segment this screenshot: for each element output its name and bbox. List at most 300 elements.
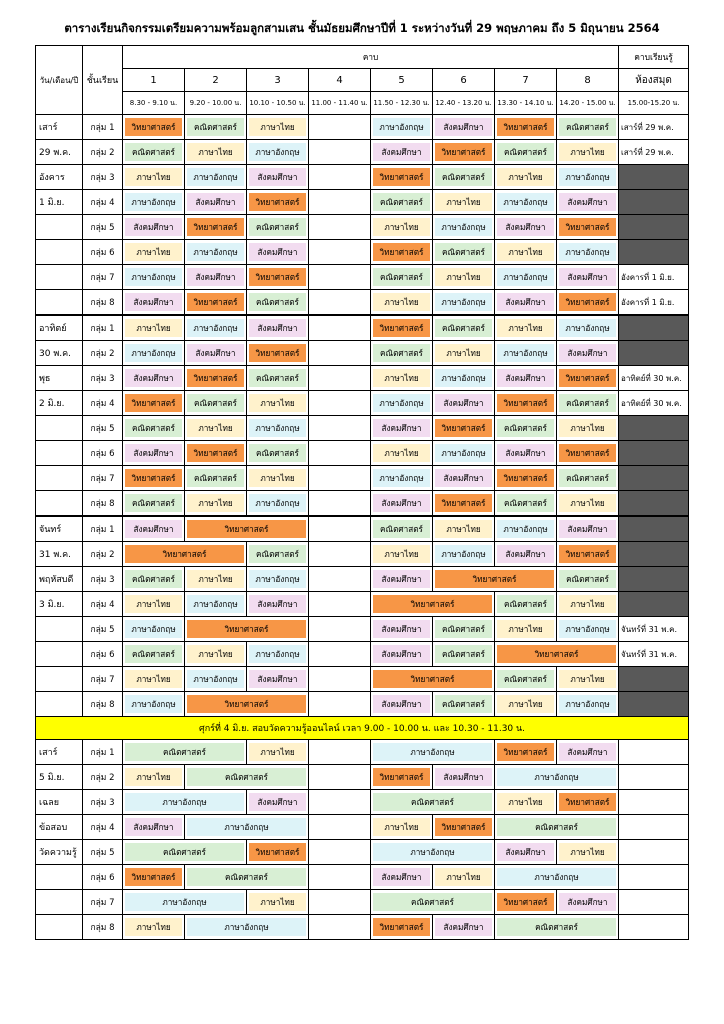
subject-label: วิทยาศาสตร์: [435, 494, 492, 512]
day-cell: [36, 491, 83, 517]
group-label: กลุ่ม 7: [83, 466, 123, 491]
subject-cell: [123, 466, 185, 491]
subject-cell: [247, 190, 309, 215]
subject-cell: [371, 617, 433, 642]
subject-label: ภาษาอังกฤษ: [373, 394, 430, 412]
subject-cell: [185, 765, 309, 790]
subject-cell: [433, 240, 495, 265]
library-slot-unavailable: [619, 592, 689, 617]
subject-label: ภาษาอังกฤษ: [125, 893, 244, 911]
subject-label: คณิตศาสตร์: [373, 344, 430, 362]
subject-label: วิทยาศาสตร์: [187, 695, 306, 713]
subject-cell: [495, 466, 557, 491]
subject-label: คณิตศาสตร์: [249, 218, 306, 236]
subject-label: ภาษาไทย: [187, 143, 244, 161]
day-label: 3 มิ.ย.: [36, 592, 83, 617]
subject-label: วิทยาศาสตร์: [435, 570, 554, 588]
group-label: กลุ่ม 6: [83, 865, 123, 890]
empty-slot: [309, 466, 371, 491]
subject-label: คณิตศาสตร์: [187, 868, 306, 886]
subject-label: คณิตศาสตร์: [497, 419, 554, 437]
subject-label: สังคมศึกษา: [125, 818, 182, 836]
subject-label: ภาษาอังกฤษ: [249, 143, 306, 161]
subject-cell: [247, 341, 309, 366]
table-row: [36, 592, 689, 617]
library-slot-empty: [619, 865, 689, 890]
subject-cell: [247, 290, 309, 316]
subject-label: ภาษาอังกฤษ: [125, 620, 182, 638]
subject-cell: [123, 890, 247, 915]
library-slot-unavailable: [619, 416, 689, 441]
subject-cell: [371, 790, 495, 815]
subject-label: คณิตศาสตร์: [125, 743, 244, 761]
subject-label: วิทยาศาสตร์: [497, 893, 554, 911]
subject-label: คณิตศาสตร์: [187, 768, 306, 786]
subject-cell: [371, 416, 433, 441]
subject-label: วิทยาศาสตร์: [559, 444, 616, 462]
subject-cell: [433, 765, 495, 790]
subject-label: ภาษาอังกฤษ: [249, 419, 306, 437]
subject-cell: [123, 567, 185, 592]
group-label: กลุ่ม 2: [83, 341, 123, 366]
subject-label: คณิตศาสตร์: [125, 143, 182, 161]
subject-cell: [433, 815, 495, 840]
subject-cell: [495, 592, 557, 617]
subject-label: ภาษาอังกฤษ: [125, 193, 182, 211]
subject-label: คณิตศาสตร์: [125, 494, 182, 512]
subject-cell: [371, 491, 433, 517]
group-label: กลุ่ม 1: [83, 516, 123, 542]
friday-notice-row: [36, 717, 689, 740]
period-time-3: 10.10 - 10.50 น.: [247, 92, 309, 115]
group-label: กลุ่ม 5: [83, 617, 123, 642]
subject-cell: [185, 466, 247, 491]
library-slot: เสาร์ที่ 29 พ.ค.: [619, 115, 689, 140]
day-label: วัดความรู้: [36, 840, 83, 865]
subject-label: ภาษาไทย: [187, 645, 244, 663]
day-label: พุธ: [36, 366, 83, 391]
subject-cell: [185, 290, 247, 316]
subject-cell: [557, 215, 619, 240]
day-label: 31 พ.ค.: [36, 542, 83, 567]
subject-label: วิทยาศาสตร์: [187, 520, 306, 538]
period-number-1: 1: [123, 69, 185, 92]
library-slot-unavailable: [619, 341, 689, 366]
table-row: [36, 915, 689, 940]
table-row: [36, 391, 689, 416]
subject-label: วิทยาศาสตร์: [125, 545, 244, 563]
subject-label: ภาษาไทย: [373, 293, 430, 311]
subject-cell: [247, 441, 309, 466]
group-label: กลุ่ม 8: [83, 692, 123, 717]
subject-cell: [371, 265, 433, 290]
subject-label: ภาษาไทย: [497, 243, 554, 261]
subject-label: วิทยาศาสตร์: [435, 143, 492, 161]
day-label: จันทร์: [36, 516, 83, 542]
subject-cell: [557, 240, 619, 265]
subject-cell: [247, 265, 309, 290]
subject-cell: [185, 491, 247, 517]
subject-cell: [495, 165, 557, 190]
subject-cell: [557, 290, 619, 316]
library-slot-unavailable: [619, 315, 689, 341]
library-slot-unavailable: [619, 542, 689, 567]
subject-label: คณิตศาสตร์: [435, 645, 492, 663]
day-label: เสาร์: [36, 740, 83, 765]
subject-cell: [557, 315, 619, 341]
subject-label: ภาษาอังกฤษ: [559, 319, 616, 337]
subject-cell: [557, 790, 619, 815]
subject-label: คณิตศาสตร์: [559, 118, 616, 136]
subject-cell: [495, 240, 557, 265]
subject-label: ภาษาไทย: [435, 344, 492, 362]
subject-label: ภาษาอังกฤษ: [559, 168, 616, 186]
subject-label: วิทยาศาสตร์: [125, 868, 182, 886]
day-label: 2 มิ.ย.: [36, 391, 83, 416]
subject-cell: [247, 667, 309, 692]
subject-cell: [495, 115, 557, 140]
subject-label: คณิตศาสตร์: [373, 268, 430, 286]
subject-label: คณิตศาสตร์: [373, 520, 430, 538]
subject-cell: [433, 315, 495, 341]
group-label: กลุ่ม 7: [83, 667, 123, 692]
subject-label: สังคมศึกษา: [497, 444, 554, 462]
subject-cell: [495, 790, 557, 815]
subject-cell: [557, 265, 619, 290]
subject-label: สังคมศึกษา: [373, 695, 430, 713]
group-label: กลุ่ม 1: [83, 115, 123, 140]
empty-slot: [309, 491, 371, 517]
subject-cell: [495, 692, 557, 717]
period-time-4: 11.00 - 11.40 น.: [309, 92, 371, 115]
day-label: ข้อสอบ: [36, 815, 83, 840]
subject-label: ภาษาอังกฤษ: [187, 818, 306, 836]
period-number-2: 2: [185, 69, 247, 92]
subject-label: คณิตศาสตร์: [497, 918, 616, 936]
library-header-line2: ห้องสมุด: [619, 69, 689, 92]
empty-slot: [309, 190, 371, 215]
subject-cell: [557, 366, 619, 391]
subject-label: ภาษาไทย: [435, 868, 492, 886]
subject-label: ภาษาไทย: [125, 768, 182, 786]
day-cell: [36, 416, 83, 441]
period-time-6: 12.40 - 13.20 น.: [433, 92, 495, 115]
subject-cell: [247, 567, 309, 592]
empty-slot: [309, 790, 371, 815]
subject-cell: [557, 391, 619, 416]
subject-label: สังคมศึกษา: [373, 645, 430, 663]
subject-label: วิทยาศาสตร์: [373, 243, 430, 261]
table-row: [36, 491, 689, 517]
subject-cell: [247, 542, 309, 567]
subject-cell: [123, 642, 185, 667]
subject-label: คณิตศาสตร์: [187, 469, 244, 487]
group-label: กลุ่ม 6: [83, 240, 123, 265]
subject-label: วิทยาศาสตร์: [497, 743, 554, 761]
subject-label: ภาษาอังกฤษ: [187, 670, 244, 688]
table-row: [36, 441, 689, 466]
subject-label: ภาษาไทย: [249, 394, 306, 412]
library-slot-unavailable: [619, 441, 689, 466]
day-label: อังคาร: [36, 165, 83, 190]
subject-label: สังคมศึกษา: [435, 394, 492, 412]
group-label: กลุ่ม 2: [83, 542, 123, 567]
group-label: กลุ่ม 3: [83, 790, 123, 815]
subject-cell: [185, 441, 247, 466]
subject-label: คณิตศาสตร์: [497, 670, 554, 688]
group-label: กลุ่ม 1: [83, 315, 123, 341]
empty-slot: [309, 642, 371, 667]
subject-cell: [247, 165, 309, 190]
subject-cell: [557, 840, 619, 865]
subject-cell: [495, 617, 557, 642]
subject-cell: [247, 215, 309, 240]
table-row: [36, 740, 689, 765]
date-column-header: วัน/เดือน/ปี: [36, 46, 83, 115]
subject-cell: [433, 865, 495, 890]
subject-cell: [247, 592, 309, 617]
subject-cell: [495, 765, 619, 790]
library-slot-empty: [619, 840, 689, 865]
subject-cell: [433, 617, 495, 642]
subject-label: สังคมศึกษา: [249, 793, 306, 811]
subject-label: ภาษาอังกฤษ: [125, 793, 244, 811]
subject-label: สังคมศึกษา: [435, 768, 492, 786]
empty-slot: [309, 740, 371, 765]
subject-label: คณิตศาสตร์: [497, 818, 616, 836]
empty-slot: [309, 915, 371, 940]
friday-notice: ศุกร์ที่ 4 มิ.ย. สอบวัดความรู้ออนไลน์ เวลา 9.00 - 10.00 น. และ 10.30 - 11.30 น.: [36, 717, 689, 740]
subject-label: วิทยาศาสตร์: [497, 645, 616, 663]
subject-label: สังคมศึกษา: [249, 670, 306, 688]
empty-slot: [309, 115, 371, 140]
library-slot: อาทิตย์ที่ 30 พ.ค.: [619, 366, 689, 391]
subject-cell: [123, 516, 185, 542]
subject-label: ภาษาอังกฤษ: [497, 868, 616, 886]
subject-cell: [371, 516, 433, 542]
subject-label: สังคมศึกษา: [435, 918, 492, 936]
group-label: กลุ่ม 4: [83, 815, 123, 840]
subject-cell: [433, 215, 495, 240]
subject-cell: [371, 366, 433, 391]
subject-label: สังคมศึกษา: [373, 570, 430, 588]
subject-label: สังคมศึกษา: [249, 243, 306, 261]
subject-cell: [371, 692, 433, 717]
subject-label: ภาษาไทย: [187, 570, 244, 588]
period-header: คาบ: [123, 46, 619, 69]
subject-cell: [557, 617, 619, 642]
subject-label: ภาษาอังกฤษ: [497, 344, 554, 362]
subject-label: วิทยาศาสตร์: [373, 319, 430, 337]
subject-cell: [371, 642, 433, 667]
subject-label: ภาษาไทย: [497, 793, 554, 811]
subject-cell: [557, 491, 619, 517]
subject-cell: [371, 140, 433, 165]
day-label: 29 พ.ค.: [36, 140, 83, 165]
period-number-4: 4: [309, 69, 371, 92]
group-column-header: ชั้นเรียน: [83, 46, 123, 115]
subject-cell: [247, 840, 309, 865]
table-row: [36, 840, 689, 865]
subject-label: วิทยาศาสตร์: [435, 419, 492, 437]
library-slot: อาทิตย์ที่ 30 พ.ค.: [619, 391, 689, 416]
subject-label: สังคมศึกษา: [559, 743, 616, 761]
table-row: [36, 265, 689, 290]
subject-cell: [371, 840, 495, 865]
subject-cell: [495, 667, 557, 692]
subject-cell: [123, 692, 185, 717]
empty-slot: [309, 840, 371, 865]
day-label: อาทิตย์: [36, 315, 83, 341]
library-slot-unavailable: [619, 190, 689, 215]
empty-slot: [309, 140, 371, 165]
subject-label: ภาษาไทย: [559, 843, 616, 861]
empty-slot: [309, 315, 371, 341]
subject-label: ภาษาอังกฤษ: [435, 444, 492, 462]
empty-slot: [309, 165, 371, 190]
subject-cell: [123, 341, 185, 366]
library-slot-unavailable: [619, 667, 689, 692]
subject-cell: [247, 642, 309, 667]
day-cell: [36, 290, 83, 316]
group-label: กลุ่ม 2: [83, 765, 123, 790]
subject-cell: [123, 115, 185, 140]
subject-label: ภาษาอังกฤษ: [497, 268, 554, 286]
group-label: กลุ่ม 8: [83, 290, 123, 316]
subject-cell: [247, 790, 309, 815]
subject-label: สังคมศึกษา: [373, 143, 430, 161]
subject-cell: [123, 416, 185, 441]
subject-label: สังคมศึกษา: [559, 893, 616, 911]
table-row: [36, 692, 689, 717]
subject-label: คณิตศาสตร์: [125, 843, 244, 861]
subject-cell: [123, 915, 185, 940]
subject-label: ภาษาอังกฤษ: [187, 595, 244, 613]
subject-cell: [185, 391, 247, 416]
library-slot-unavailable: [619, 491, 689, 517]
day-label: เสาร์: [36, 115, 83, 140]
empty-slot: [309, 692, 371, 717]
subject-cell: [433, 491, 495, 517]
subject-cell: [185, 140, 247, 165]
table-row: [36, 542, 689, 567]
empty-slot: [309, 391, 371, 416]
subject-label: สังคมศึกษา: [125, 293, 182, 311]
subject-cell: [185, 265, 247, 290]
subject-cell: [371, 240, 433, 265]
subject-label: ภาษาไทย: [125, 670, 182, 688]
subject-label: ภาษาอังกฤษ: [559, 620, 616, 638]
subject-label: วิทยาศาสตร์: [559, 793, 616, 811]
table-row: [36, 115, 689, 140]
subject-label: วิทยาศาสตร์: [497, 118, 554, 136]
day-cell: [36, 667, 83, 692]
group-label: กลุ่ม 6: [83, 441, 123, 466]
subject-cell: [185, 190, 247, 215]
subject-cell: [185, 617, 309, 642]
group-label: กลุ่ม 7: [83, 890, 123, 915]
subject-cell: [371, 765, 433, 790]
subject-cell: [495, 366, 557, 391]
subject-label: ภาษาไทย: [125, 595, 182, 613]
subject-label: คณิตศาสตร์: [435, 695, 492, 713]
subject-label: สังคมศึกษา: [373, 419, 430, 437]
subject-label: ภาษาอังกฤษ: [373, 743, 492, 761]
empty-slot: [309, 215, 371, 240]
subject-cell: [371, 315, 433, 341]
library-slot-empty: [619, 890, 689, 915]
subject-label: ภาษาอังกฤษ: [559, 243, 616, 261]
subject-cell: [123, 667, 185, 692]
subject-cell: [433, 642, 495, 667]
table-row: [36, 815, 689, 840]
period-number-5: 5: [371, 69, 433, 92]
subject-cell: [371, 341, 433, 366]
subject-label: ภาษาไทย: [559, 595, 616, 613]
table-row: [36, 466, 689, 491]
subject-label: สังคมศึกษา: [373, 620, 430, 638]
subject-label: วิทยาศาสตร์: [497, 394, 554, 412]
subject-cell: [371, 667, 495, 692]
library-slot-empty: [619, 740, 689, 765]
subject-label: วิทยาศาสตร์: [125, 394, 182, 412]
subject-cell: [247, 740, 309, 765]
subject-label: วิทยาศาสตร์: [187, 444, 244, 462]
subject-cell: [433, 692, 495, 717]
group-label: กลุ่ม 5: [83, 215, 123, 240]
library-slot-unavailable: [619, 240, 689, 265]
subject-label: วิทยาศาสตร์: [559, 293, 616, 311]
library-slot-empty: [619, 915, 689, 940]
day-label: 30 พ.ค.: [36, 341, 83, 366]
subject-label: วิทยาศาสตร์: [187, 293, 244, 311]
subject-label: คณิตศาสตร์: [373, 793, 492, 811]
group-label: กลุ่ม 4: [83, 190, 123, 215]
library-slot-empty: [619, 815, 689, 840]
table-row: [36, 667, 689, 692]
subject-label: ภาษาอังกฤษ: [187, 319, 244, 337]
subject-label: วิทยาศาสตร์: [497, 469, 554, 487]
table-row: [36, 642, 689, 667]
subject-label: วิทยาศาสตร์: [187, 369, 244, 387]
empty-slot: [309, 441, 371, 466]
table-row: [36, 567, 689, 592]
library-slot-unavailable: [619, 516, 689, 542]
subject-cell: [371, 915, 433, 940]
group-label: กลุ่ม 4: [83, 592, 123, 617]
subject-label: ภาษาไทย: [249, 743, 306, 761]
day-cell: [36, 215, 83, 240]
subject-label: ภาษาไทย: [559, 419, 616, 437]
subject-label: ภาษาไทย: [497, 319, 554, 337]
empty-slot: [309, 890, 371, 915]
day-cell: [36, 915, 83, 940]
subject-cell: [557, 190, 619, 215]
subject-cell: [185, 416, 247, 441]
subject-label: ภาษาอังกฤษ: [125, 268, 182, 286]
subject-label: คณิตศาสตร์: [435, 319, 492, 337]
subject-cell: [495, 315, 557, 341]
subject-label: วิทยาศาสตร์: [187, 620, 306, 638]
subject-label: ภาษาอังกฤษ: [187, 168, 244, 186]
day-cell: [36, 642, 83, 667]
document-title: ตารางเรียนกิจกรรมเตรียมความพร้อมลูกสามเสน ชั้นมัธยมศึกษาปีที่ 1 ระหว่างวันที่ 29 พฤษภาคม ถึง 5 มิถุนายน 2564: [64, 21, 660, 35]
subject-cell: [557, 667, 619, 692]
subject-cell: [495, 915, 619, 940]
subject-label: ภาษาอังกฤษ: [187, 243, 244, 261]
subject-label: คณิตศาสตร์: [125, 570, 182, 588]
subject-label: สังคมศึกษา: [497, 369, 554, 387]
